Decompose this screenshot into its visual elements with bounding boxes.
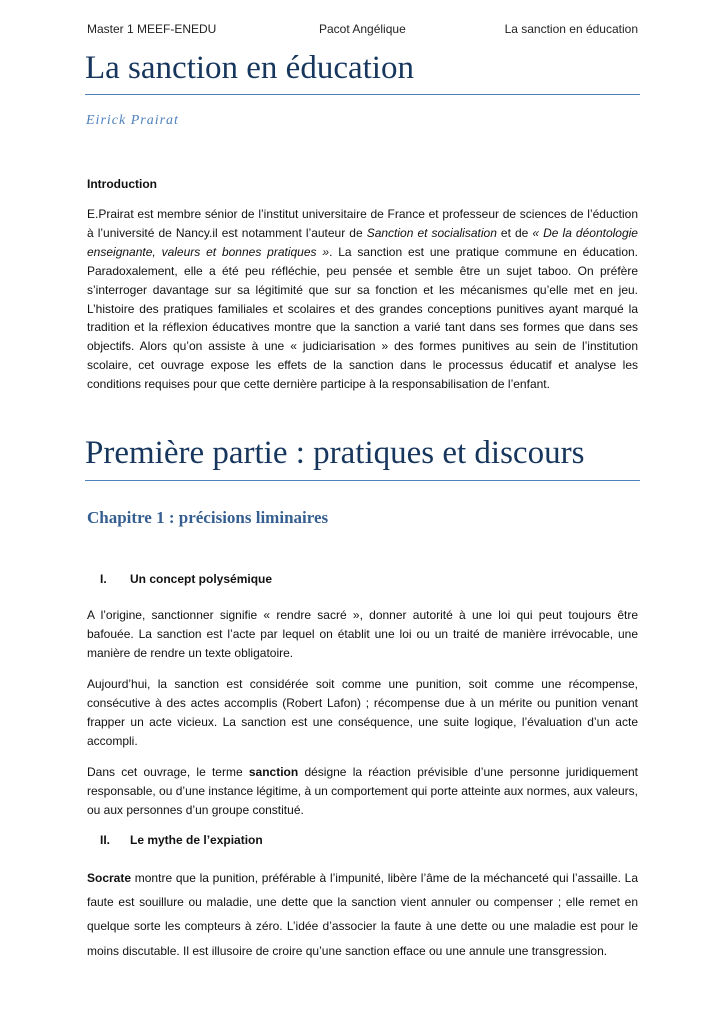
intro-text-mid: et de bbox=[496, 225, 533, 240]
section-heading-1 bbox=[100, 572, 272, 586]
section1-paragraph-2: Aujourd’hui, la sanction est considérée soit comme une punition, soit comme une récompense, consécutive à des actes accomplis (Robert Lafon) ; récompense due à un mérite ou punition venant frapper un acte vicieux. La sanction est une conséquence, une suite logique, l’évaluation d’un acte accompli. bbox=[87, 677, 638, 748]
chapter-heading: Chapitre 1 : précisions liminaires bbox=[87, 508, 329, 527]
intro-text-end: . La sanction est une pratique commune en éducation. Paradoxalement, elle a été peu réfléchie, peu pensée et semble être un sujet taboo. On préfère s’interroger davantage sur sa légitimité que sur sa fonction et les mécanismes qu’elle met en jeu. L’histoire des pratiques familiales et scolaires et des grandes conceptions punitives ayant marqué la tradition et la réflexion éducatives montre que la sanction a varié tant dans ses formes que dans ses objectifs. Alors qu’on assiste à une « judiciarisation » des formes punitives au sein de l’institution scolaire, cet ouvrage expose les effets de la sanction dans le processus éducatif et analyse les conditions requises pour que cette dernière participe à la responsabilisation de l’enfant. bbox=[87, 244, 639, 392]
intro-work-title-2: « De la déontologie enseignante, valeurs et bonnes pratiques » bbox=[87, 225, 638, 259]
name-socrate: Socrate bbox=[87, 871, 132, 885]
section1-paragraph-1: A l’origine, sanctionner signifie « rendre sacré », donner autorité à une loi qui peut toujours être bafouée. La sanction est l’acte par lequel on établit une loi ou un traité de manière irrévocable, une manière de rendre un texte obligatoire. bbox=[87, 608, 638, 660]
introduction-heading: Introduction bbox=[87, 177, 157, 191]
section1-p3-end: désigne la réaction prévisible d’une personne juridiquement responsable, ou d’une instance légitime, à un comportement qui porte atteinte aux normes, aux valeurs, ou aux personnes d’un groupe constitué. bbox=[87, 765, 638, 817]
part-rule bbox=[85, 480, 640, 481]
section2-p1-text: montre que la punition, préférable à l’impunité, libère l’âme de la méchanceté qui l’assaille. La faute est souillure ou maladie, une dette que la sanction vient annuler ou compenser ; elle remet en quelque sorte les compteurs à zéro. L’idée d’associer la faute à une dette ou une maladie est pour le moins discutable. Il est illusoire de croire qu’une sanction efface ou une annule une transgression. bbox=[87, 871, 638, 958]
book-author: Eirick Prairat bbox=[86, 113, 179, 128]
header-doc-title: La sanction en éducation bbox=[504, 22, 638, 36]
section-number-2: II. bbox=[100, 833, 111, 847]
term-sanction: sanction bbox=[248, 765, 299, 779]
section1-p3-start: Dans cet ouvrage, le terme bbox=[87, 765, 249, 779]
document-title: La sanction en éducation bbox=[85, 50, 414, 86]
header-author: Pacot Angélique bbox=[319, 22, 406, 36]
section-title-1: Un concept polysémique bbox=[130, 572, 273, 586]
section2-paragraph-1 bbox=[87, 866, 638, 963]
part-title: Première partie : pratiques et discours bbox=[85, 435, 585, 471]
section-number-1: I. bbox=[100, 572, 107, 586]
section-title-2: Le mythe de l’expiation bbox=[130, 833, 263, 847]
section-heading-2 bbox=[100, 833, 263, 847]
intro-text-start: E.Prairat est membre sénior de l’institut universitaire de France et professeur de sciences de l’éduction à l’université de Nancy.il est notamment l’auteur de bbox=[87, 207, 638, 240]
intro-work-title-1: Sanction et socialisation bbox=[366, 225, 497, 240]
header-course: Master 1 MEEF-ENEDU bbox=[87, 22, 217, 36]
introduction-paragraph bbox=[87, 205, 638, 394]
title-rule bbox=[85, 94, 640, 95]
section1-paragraph-3 bbox=[87, 763, 638, 820]
